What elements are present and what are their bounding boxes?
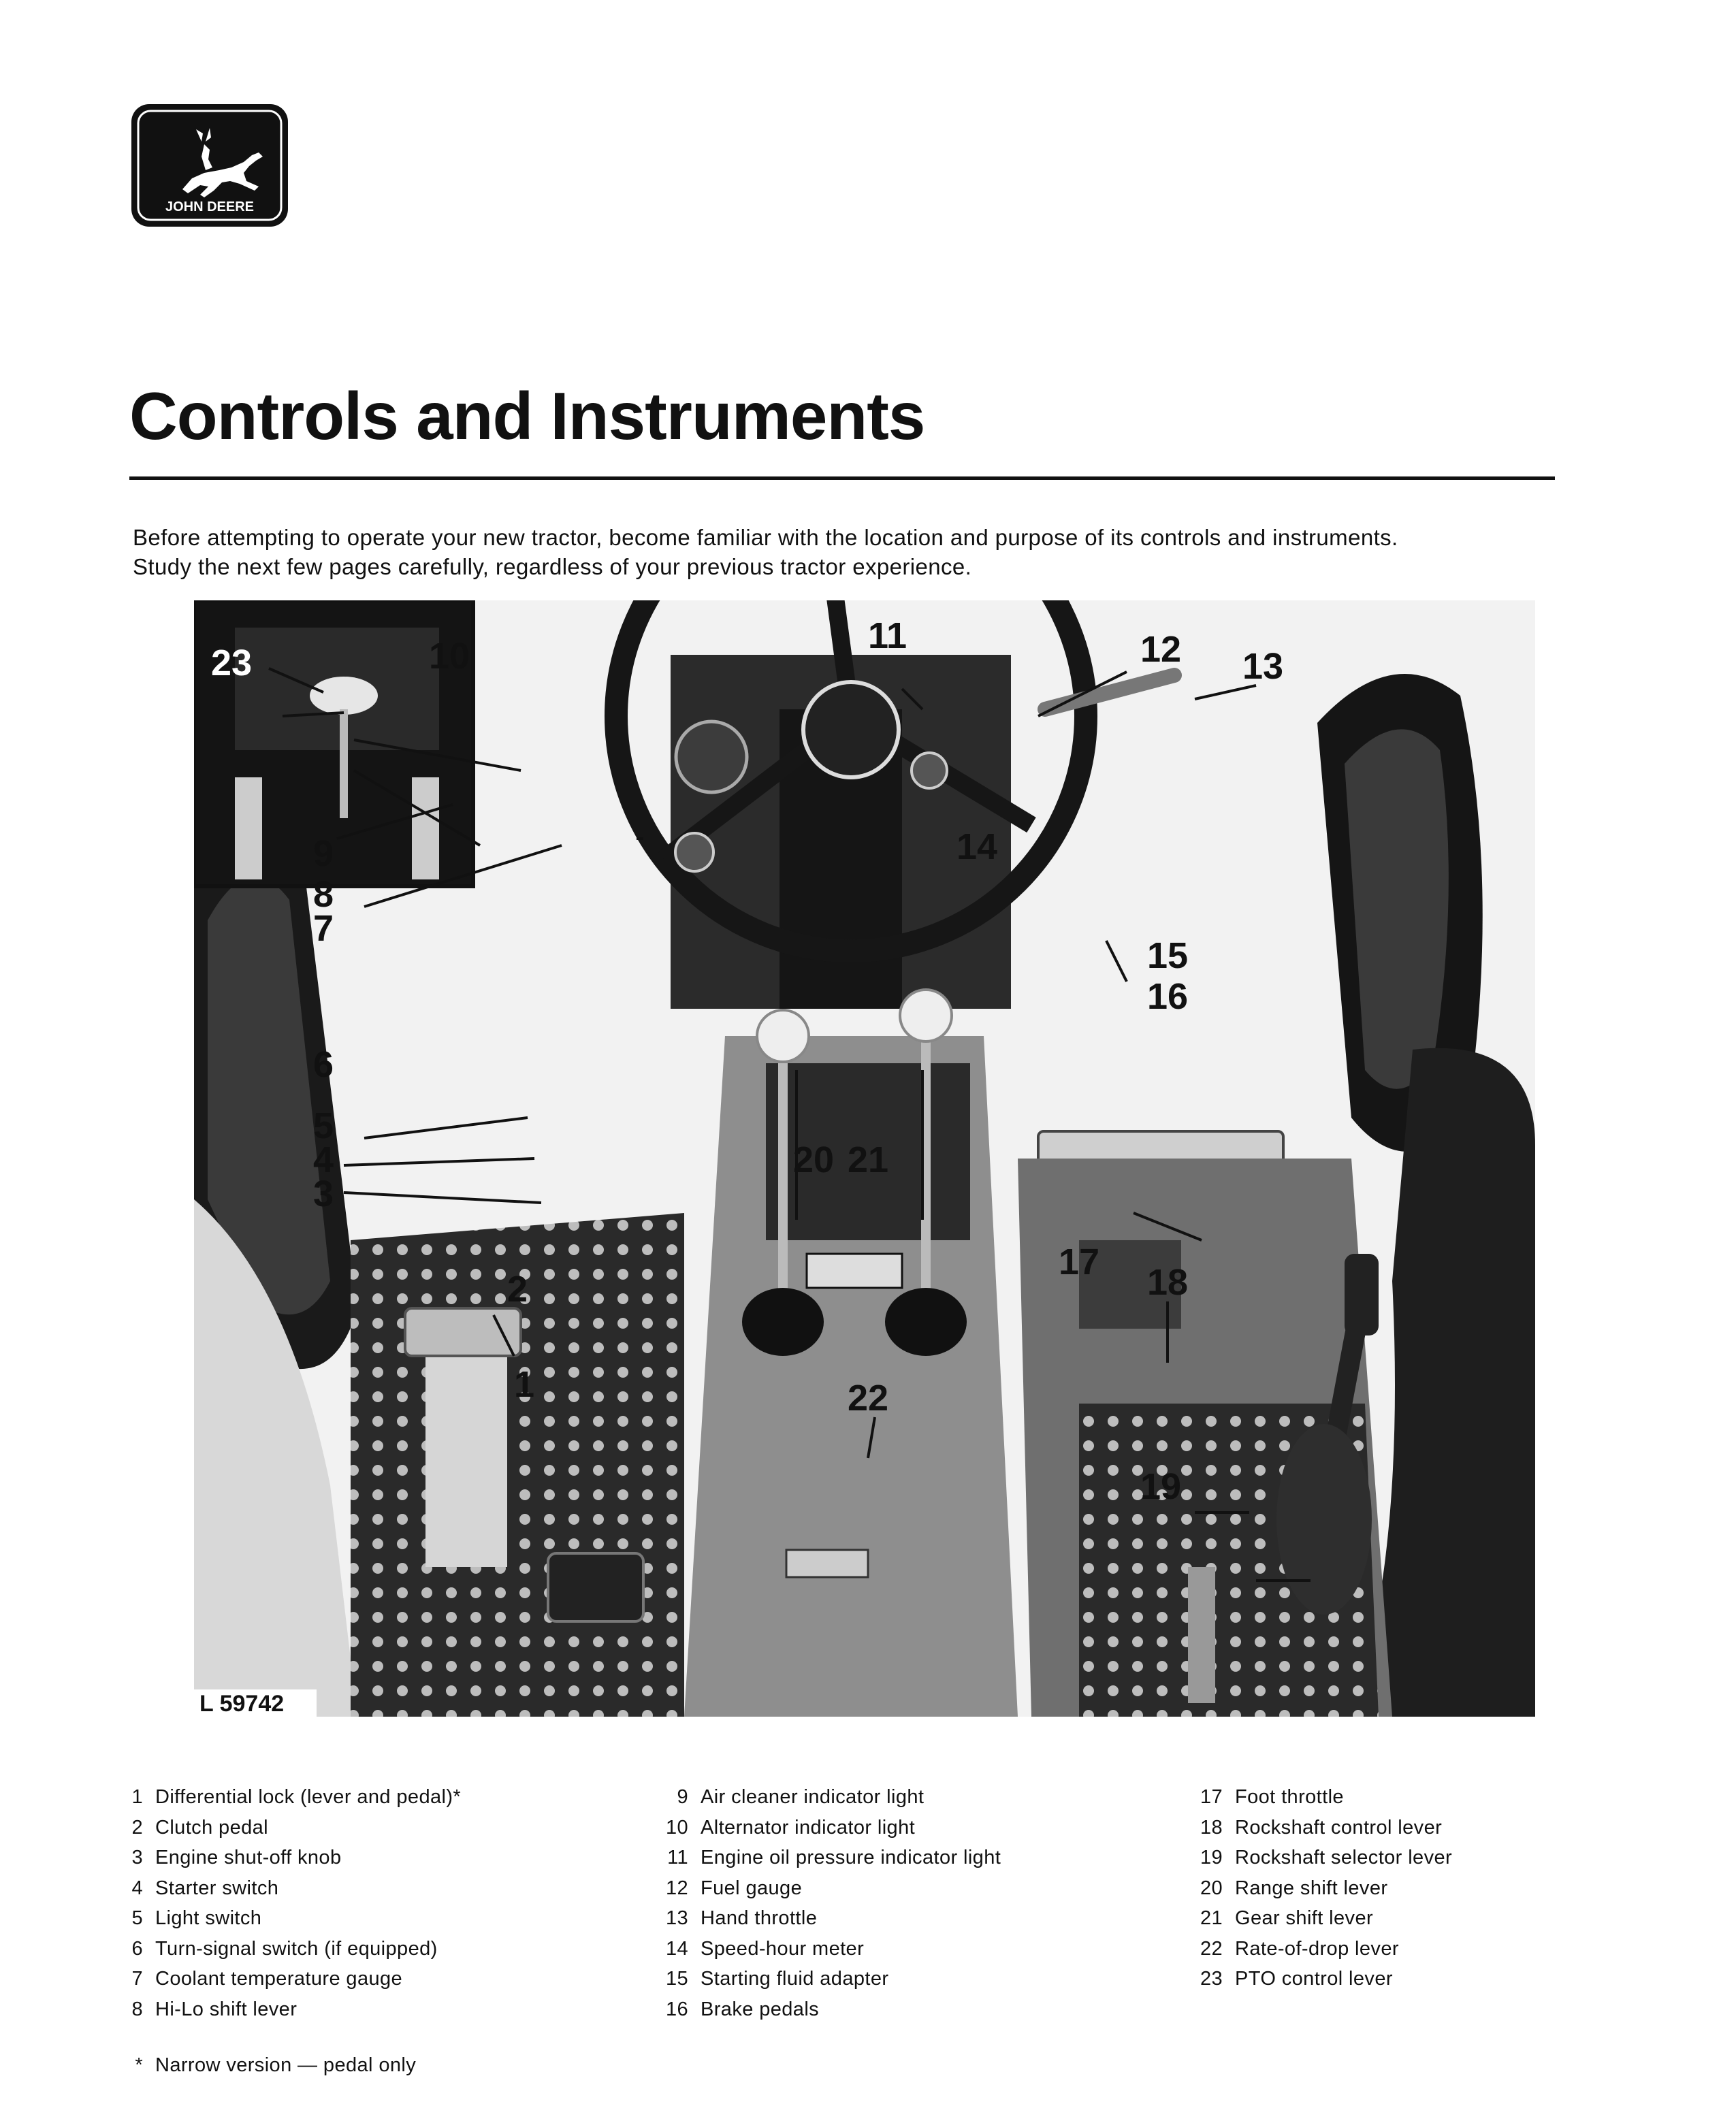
legend-item: 23 PTO control lever [1200,1968,1393,1990]
callout-3: 3 [313,1173,334,1214]
callout-20: 20 [793,1139,835,1180]
callout-16: 16 [1147,976,1189,1017]
legend-item: 11 Engine oil pressure indicator light [667,1847,1001,1868]
callout-8: 8 [313,874,334,915]
legend-item: 14 Speed-hour meter [665,1937,865,1960]
legend-item: 3 Engine shut-off knob [131,1847,342,1868]
callout-19: 19 [1140,1466,1182,1507]
john-deere-logo [129,102,290,229]
legend-item: 4 Starter switch [131,1877,279,1899]
footnote-text: Narrow version — pedal only [155,2054,417,2076]
callout-9: 9 [313,833,334,874]
legend-item: 19 Rockshaft selector lever [1200,1847,1453,1868]
legend-item: 16 Brake pedals [665,1998,820,2020]
title-rule [129,476,1555,480]
legend-item: 7 Coolant temperature gauge [131,1968,403,1990]
callout-13: 13 [1242,646,1284,687]
figure-id: L 59742 [199,1691,285,1717]
page-title: Controls and Instruments [129,378,925,453]
legend-item: 10 Alternator indicator light [665,1816,916,1839]
callout-1: 1 [514,1364,535,1405]
callout-18: 18 [1147,1262,1189,1303]
legend-item: 6 Turn-signal switch (if equipped) [131,1937,438,1960]
callout-10: 10 [429,636,470,677]
legend-item: 1 Differential lock (lever and pedal)* [131,1786,462,1808]
legend-column-3 [1198,1782,1452,1994]
callout-22: 22 [848,1378,889,1419]
intro-line-2: Study the next few pages carefully, regardless of your previous tractor experience. [133,554,972,579]
legend-item: 12 Fuel gauge [665,1877,803,1899]
callout-15: 15 [1147,935,1189,976]
callout-12: 12 [1140,629,1182,670]
tractor-controls-photo [194,600,1535,1717]
legend-item: 8 Hi-Lo shift lever [131,1998,298,2020]
intro-text [133,523,1562,581]
legend-column-2 [664,1782,1001,2024]
callout-23: 23 [211,643,253,683]
legend-item: 18 Rockshaft control lever [1200,1816,1443,1839]
callout-2: 2 [507,1269,528,1310]
logo-text: JOHN DEERE [165,199,255,214]
callout-5: 5 [313,1105,334,1146]
callout-14: 14 [957,826,998,867]
legend-item: 20 Range shift lever [1200,1877,1388,1899]
footnote-marker: * [135,2054,143,2076]
callout-21: 21 [848,1139,889,1180]
legend-item: 22 Rate-of-drop lever [1200,1937,1399,1960]
callout-4: 4 [313,1139,334,1180]
legend-column-1 [129,1782,461,2024]
footnote [129,2054,416,2077]
legend-item: 9 Air cleaner indicator light [677,1786,925,1808]
callout-6: 6 [313,1044,334,1085]
legend-item: 21 Gear shift lever [1200,1907,1374,1929]
legend-item: 2 Clutch pedal [131,1816,269,1839]
callout-7: 7 [313,908,334,949]
callout-11: 11 [868,615,907,656]
legend-item: 17 Foot throttle [1200,1786,1344,1808]
legend-item: 5 Light switch [131,1907,262,1929]
callout-17: 17 [1059,1242,1100,1282]
intro-line-1: Before attempting to operate your new tractor, become familiar with the location and purpose of its controls and instruments. [133,525,1398,550]
legend-item: 13 Hand throttle [665,1907,818,1929]
legend-item: 15 Starting fluid adapter [665,1968,889,1990]
